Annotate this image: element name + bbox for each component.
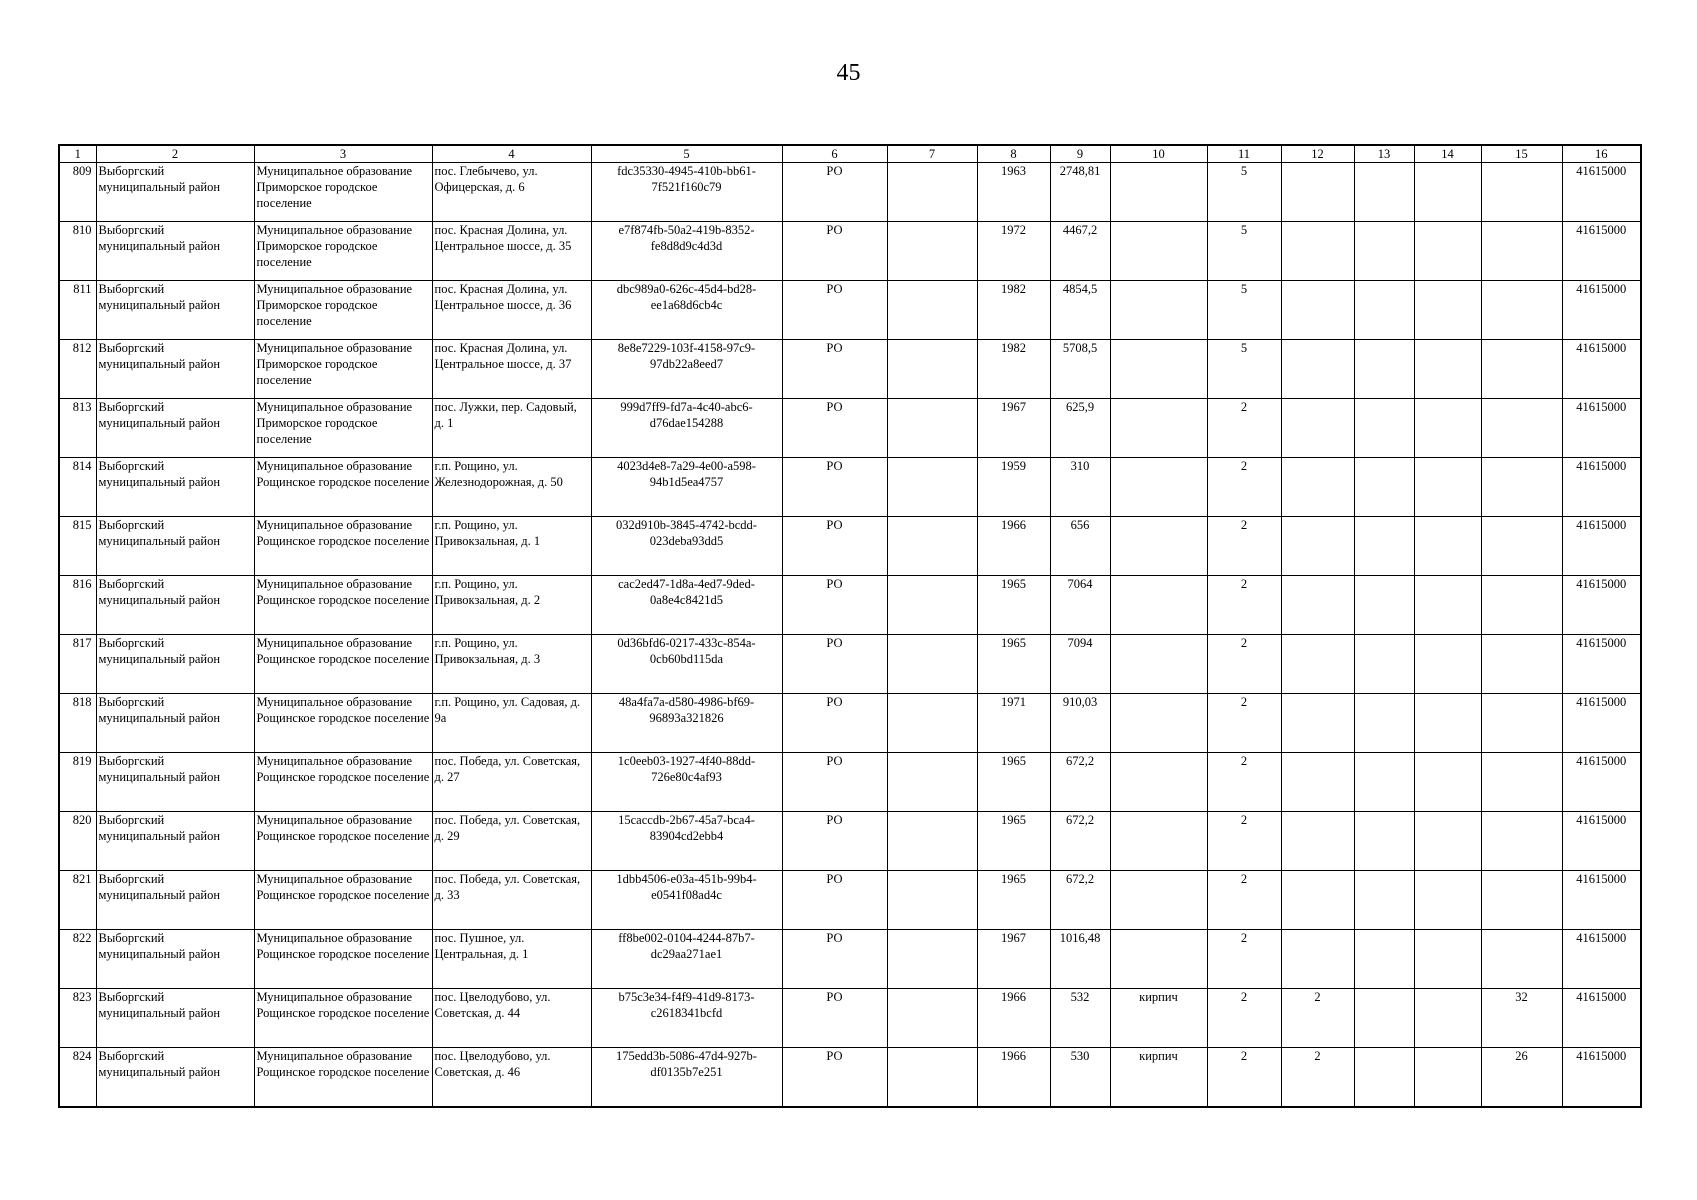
cell-col14 xyxy=(1414,694,1481,753)
cell-floors: 2 xyxy=(1207,812,1281,871)
cell-guid: 8e8e7229-103f-4158-97c9-97db22a8eed7 xyxy=(591,340,782,399)
cell-col14 xyxy=(1414,340,1481,399)
column-header: 9 xyxy=(1050,145,1110,163)
cell-col15 xyxy=(1481,340,1562,399)
cell-area: 7094 xyxy=(1050,635,1110,694)
cell-col15 xyxy=(1481,635,1562,694)
cell-col7 xyxy=(887,812,977,871)
cell-col12 xyxy=(1281,576,1354,635)
cell-material xyxy=(1110,517,1207,576)
cell-col6: РО xyxy=(782,222,887,281)
cell-oktmo: 41615000 xyxy=(1562,163,1641,222)
cell-col13 xyxy=(1354,222,1414,281)
cell-col13 xyxy=(1354,753,1414,812)
cell-col15 xyxy=(1481,281,1562,340)
cell-col7 xyxy=(887,517,977,576)
cell-address: г.п. Рощино, ул. Привокзальная, д. 3 xyxy=(432,635,591,694)
column-header: 6 xyxy=(782,145,887,163)
cell-guid: ff8be002-0104-4244-87b7-dc29aa271ae1 xyxy=(591,930,782,989)
cell-col15 xyxy=(1481,930,1562,989)
cell-year: 1963 xyxy=(977,163,1050,222)
cell-col12 xyxy=(1281,163,1354,222)
table-row xyxy=(59,576,1641,635)
cell-col7 xyxy=(887,281,977,340)
table-row xyxy=(59,340,1641,399)
cell-district: Выборгский муниципальный район xyxy=(96,635,254,694)
cell-district: Выборгский муниципальный район xyxy=(96,930,254,989)
cell-col7 xyxy=(887,163,977,222)
cell-address: г.п. Рощино, ул. Железнодорожная, д. 50 xyxy=(432,458,591,517)
cell-row-number: 820 xyxy=(59,812,96,871)
cell-col6: РО xyxy=(782,517,887,576)
table-row xyxy=(59,635,1641,694)
cell-guid: 4023d4e8-7a29-4e00-a598-94b1d5ea4757 xyxy=(591,458,782,517)
cell-district: Выборгский муниципальный район xyxy=(96,163,254,222)
cell-floors: 2 xyxy=(1207,517,1281,576)
cell-material xyxy=(1110,222,1207,281)
column-header: 14 xyxy=(1414,145,1481,163)
cell-district: Выборгский муниципальный район xyxy=(96,517,254,576)
cell-col6: РО xyxy=(782,281,887,340)
cell-col15 xyxy=(1481,399,1562,458)
cell-area: 532 xyxy=(1050,989,1110,1048)
register-table xyxy=(58,144,1642,1108)
cell-year: 1965 xyxy=(977,753,1050,812)
cell-oktmo: 41615000 xyxy=(1562,871,1641,930)
cell-material xyxy=(1110,753,1207,812)
table-row xyxy=(59,458,1641,517)
cell-material: кирпич xyxy=(1110,1048,1207,1108)
cell-floors: 2 xyxy=(1207,576,1281,635)
cell-district: Выборгский муниципальный район xyxy=(96,694,254,753)
cell-col12 xyxy=(1281,340,1354,399)
cell-municipality: Муниципальное образование Рощинское городское поселение xyxy=(254,635,432,694)
table-row xyxy=(59,1048,1641,1108)
cell-oktmo: 41615000 xyxy=(1562,694,1641,753)
cell-district: Выборгский муниципальный район xyxy=(96,1048,254,1108)
cell-area: 910,03 xyxy=(1050,694,1110,753)
cell-floors: 2 xyxy=(1207,694,1281,753)
cell-col6: РО xyxy=(782,1048,887,1108)
cell-address: пос. Победа, ул. Советская, д. 29 xyxy=(432,812,591,871)
cell-col7 xyxy=(887,694,977,753)
cell-col14 xyxy=(1414,517,1481,576)
table-row xyxy=(59,812,1641,871)
table-row xyxy=(59,871,1641,930)
cell-material: кирпич xyxy=(1110,989,1207,1048)
cell-material xyxy=(1110,576,1207,635)
cell-col14 xyxy=(1414,281,1481,340)
column-header: 16 xyxy=(1562,145,1641,163)
table-row xyxy=(59,281,1641,340)
cell-col6: РО xyxy=(782,163,887,222)
cell-district: Выборгский муниципальный район xyxy=(96,753,254,812)
cell-col14 xyxy=(1414,222,1481,281)
cell-guid: e7f874fb-50a2-419b-8352-fe8d8d9c4d3d xyxy=(591,222,782,281)
column-header: 13 xyxy=(1354,145,1414,163)
column-header: 3 xyxy=(254,145,432,163)
cell-col6: РО xyxy=(782,340,887,399)
cell-col12 xyxy=(1281,222,1354,281)
cell-col12: 2 xyxy=(1281,989,1354,1048)
cell-row-number: 822 xyxy=(59,930,96,989)
cell-col12 xyxy=(1281,694,1354,753)
cell-col14 xyxy=(1414,871,1481,930)
cell-oktmo: 41615000 xyxy=(1562,340,1641,399)
cell-year: 1959 xyxy=(977,458,1050,517)
cell-material xyxy=(1110,281,1207,340)
page-number: 45 xyxy=(836,60,861,86)
cell-floors: 5 xyxy=(1207,340,1281,399)
cell-floors: 2 xyxy=(1207,399,1281,458)
cell-col14 xyxy=(1414,989,1481,1048)
cell-col13 xyxy=(1354,281,1414,340)
cell-district: Выборгский муниципальный район xyxy=(96,458,254,517)
cell-year: 1965 xyxy=(977,635,1050,694)
cell-col13 xyxy=(1354,812,1414,871)
cell-material xyxy=(1110,163,1207,222)
cell-col12 xyxy=(1281,399,1354,458)
cell-row-number: 813 xyxy=(59,399,96,458)
cell-row-number: 811 xyxy=(59,281,96,340)
cell-floors: 5 xyxy=(1207,163,1281,222)
cell-area: 5708,5 xyxy=(1050,340,1110,399)
cell-municipality: Муниципальное образование Рощинское городское поселение xyxy=(254,871,432,930)
cell-municipality: Муниципальное образование Рощинское городское поселение xyxy=(254,989,432,1048)
cell-col13 xyxy=(1354,517,1414,576)
cell-col6: РО xyxy=(782,753,887,812)
cell-col6: РО xyxy=(782,989,887,1048)
cell-address: пос. Красная Долина, ул. Центральное шоссе, д. 36 xyxy=(432,281,591,340)
cell-col15 xyxy=(1481,871,1562,930)
table-row xyxy=(59,753,1641,812)
cell-col15 xyxy=(1481,753,1562,812)
cell-col6: РО xyxy=(782,694,887,753)
cell-year: 1967 xyxy=(977,930,1050,989)
cell-col15 xyxy=(1481,576,1562,635)
cell-area: 2748,81 xyxy=(1050,163,1110,222)
cell-year: 1965 xyxy=(977,812,1050,871)
cell-row-number: 814 xyxy=(59,458,96,517)
cell-row-number: 812 xyxy=(59,340,96,399)
cell-col13 xyxy=(1354,399,1414,458)
cell-col15 xyxy=(1481,222,1562,281)
cell-guid: 175edd3b-5086-47d4-927b-df0135b7e251 xyxy=(591,1048,782,1108)
cell-year: 1971 xyxy=(977,694,1050,753)
cell-floors: 2 xyxy=(1207,989,1281,1048)
cell-col7 xyxy=(887,399,977,458)
cell-district: Выборгский муниципальный район xyxy=(96,989,254,1048)
cell-col7 xyxy=(887,340,977,399)
cell-col12 xyxy=(1281,930,1354,989)
cell-col7 xyxy=(887,753,977,812)
cell-col14 xyxy=(1414,1048,1481,1108)
cell-year: 1965 xyxy=(977,871,1050,930)
cell-floors: 2 xyxy=(1207,930,1281,989)
column-header: 11 xyxy=(1207,145,1281,163)
cell-year: 1966 xyxy=(977,989,1050,1048)
cell-municipality: Муниципальное образование Рощинское городское поселение xyxy=(254,576,432,635)
cell-area: 4467,2 xyxy=(1050,222,1110,281)
cell-municipality: Муниципальное образование Приморское городское поселение xyxy=(254,222,432,281)
cell-municipality: Муниципальное образование Приморское городское поселение xyxy=(254,281,432,340)
cell-oktmo: 41615000 xyxy=(1562,635,1641,694)
cell-address: пос. Победа, ул. Советская, д. 33 xyxy=(432,871,591,930)
cell-municipality: Муниципальное образование Рощинское городское поселение xyxy=(254,930,432,989)
cell-guid: b75c3e34-f4f9-41d9-8173-c2618341bcfd xyxy=(591,989,782,1048)
cell-col6: РО xyxy=(782,399,887,458)
cell-municipality: Муниципальное образование Приморское городское поселение xyxy=(254,163,432,222)
cell-address: г.п. Рощино, ул. Привокзальная, д. 1 xyxy=(432,517,591,576)
cell-year: 1967 xyxy=(977,399,1050,458)
cell-col12 xyxy=(1281,753,1354,812)
column-header: 10 xyxy=(1110,145,1207,163)
cell-municipality: Муниципальное образование Приморское городское поселение xyxy=(254,399,432,458)
cell-col6: РО xyxy=(782,871,887,930)
cell-address: пос. Цвелодубово, ул. Советская, д. 44 xyxy=(432,989,591,1048)
cell-col12 xyxy=(1281,517,1354,576)
cell-col7 xyxy=(887,576,977,635)
cell-col13 xyxy=(1354,340,1414,399)
table-row xyxy=(59,399,1641,458)
cell-oktmo: 41615000 xyxy=(1562,281,1641,340)
cell-address: пос. Красная Долина, ул. Центральное шоссе, д. 37 xyxy=(432,340,591,399)
cell-col14 xyxy=(1414,635,1481,694)
cell-year: 1972 xyxy=(977,222,1050,281)
column-header: 15 xyxy=(1481,145,1562,163)
cell-col15 xyxy=(1481,163,1562,222)
cell-floors: 2 xyxy=(1207,458,1281,517)
cell-col6: РО xyxy=(782,930,887,989)
cell-col6: РО xyxy=(782,812,887,871)
cell-col6: РО xyxy=(782,458,887,517)
cell-district: Выборгский муниципальный район xyxy=(96,340,254,399)
cell-district: Выборгский муниципальный район xyxy=(96,812,254,871)
cell-col15 xyxy=(1481,694,1562,753)
cell-material xyxy=(1110,694,1207,753)
cell-material xyxy=(1110,340,1207,399)
column-header: 4 xyxy=(432,145,591,163)
cell-address: пос. Глебычево, ул. Офицерская, д. 6 xyxy=(432,163,591,222)
cell-year: 1982 xyxy=(977,340,1050,399)
cell-col13 xyxy=(1354,1048,1414,1108)
cell-address: г.п. Рощино, ул. Садовая, д. 9а xyxy=(432,694,591,753)
cell-material xyxy=(1110,635,1207,694)
cell-oktmo: 41615000 xyxy=(1562,576,1641,635)
cell-address: пос. Цвелодубово, ул. Советская, д. 46 xyxy=(432,1048,591,1108)
cell-oktmo: 41615000 xyxy=(1562,458,1641,517)
cell-year: 1965 xyxy=(977,576,1050,635)
cell-row-number: 824 xyxy=(59,1048,96,1108)
cell-floors: 5 xyxy=(1207,222,1281,281)
cell-guid: 032d910b-3845-4742-bcdd-023deba93dd5 xyxy=(591,517,782,576)
table-row xyxy=(59,517,1641,576)
cell-guid: 0d36bfd6-0217-433c-854a-0cb60bd115da xyxy=(591,635,782,694)
cell-district: Выборгский муниципальный район xyxy=(96,222,254,281)
table-row xyxy=(59,930,1641,989)
cell-col15: 26 xyxy=(1481,1048,1562,1108)
column-header: 7 xyxy=(887,145,977,163)
cell-floors: 2 xyxy=(1207,1048,1281,1108)
cell-address: пос. Лужки, пер. Садовый, д. 1 xyxy=(432,399,591,458)
cell-year: 1966 xyxy=(977,1048,1050,1108)
cell-municipality: Муниципальное образование Приморское городское поселение xyxy=(254,340,432,399)
cell-col13 xyxy=(1354,694,1414,753)
cell-col13 xyxy=(1354,930,1414,989)
cell-col12 xyxy=(1281,812,1354,871)
cell-col7 xyxy=(887,1048,977,1108)
cell-material xyxy=(1110,458,1207,517)
cell-district: Выборгский муниципальный район xyxy=(96,576,254,635)
cell-area: 672,2 xyxy=(1050,812,1110,871)
cell-row-number: 816 xyxy=(59,576,96,635)
cell-row-number: 810 xyxy=(59,222,96,281)
cell-col15: 32 xyxy=(1481,989,1562,1048)
cell-oktmo: 41615000 xyxy=(1562,989,1641,1048)
column-header: 8 xyxy=(977,145,1050,163)
cell-district: Выборгский муниципальный район xyxy=(96,281,254,340)
cell-row-number: 823 xyxy=(59,989,96,1048)
cell-floors: 2 xyxy=(1207,871,1281,930)
cell-area: 656 xyxy=(1050,517,1110,576)
cell-row-number: 818 xyxy=(59,694,96,753)
cell-guid: 15caccdb-2b67-45a7-bca4-83904cd2ebb4 xyxy=(591,812,782,871)
cell-col7 xyxy=(887,871,977,930)
cell-col6: РО xyxy=(782,635,887,694)
cell-guid: 999d7ff9-fd7a-4c40-abc6-d76dae154288 xyxy=(591,399,782,458)
cell-col14 xyxy=(1414,163,1481,222)
cell-col14 xyxy=(1414,753,1481,812)
cell-oktmo: 41615000 xyxy=(1562,812,1641,871)
cell-guid: 48a4fa7a-d580-4986-bf69-96893a321826 xyxy=(591,694,782,753)
cell-row-number: 809 xyxy=(59,163,96,222)
column-header: 2 xyxy=(96,145,254,163)
cell-guid: dbc989a0-626c-45d4-bd28-ee1a68d6cb4c xyxy=(591,281,782,340)
cell-oktmo: 41615000 xyxy=(1562,1048,1641,1108)
cell-district: Выборгский муниципальный район xyxy=(96,871,254,930)
cell-col12: 2 xyxy=(1281,1048,1354,1108)
cell-col13 xyxy=(1354,163,1414,222)
cell-floors: 5 xyxy=(1207,281,1281,340)
column-header: 5 xyxy=(591,145,782,163)
table-row xyxy=(59,989,1641,1048)
cell-row-number: 819 xyxy=(59,753,96,812)
cell-area: 672,2 xyxy=(1050,871,1110,930)
cell-col15 xyxy=(1481,812,1562,871)
cell-col12 xyxy=(1281,281,1354,340)
cell-material xyxy=(1110,399,1207,458)
cell-floors: 2 xyxy=(1207,635,1281,694)
cell-col12 xyxy=(1281,635,1354,694)
cell-municipality: Муниципальное образование Рощинское городское поселение xyxy=(254,812,432,871)
cell-area: 625,9 xyxy=(1050,399,1110,458)
cell-row-number: 815 xyxy=(59,517,96,576)
cell-year: 1982 xyxy=(977,281,1050,340)
cell-oktmo: 41615000 xyxy=(1562,399,1641,458)
cell-year: 1966 xyxy=(977,517,1050,576)
column-header: 1 xyxy=(59,145,96,163)
cell-area: 310 xyxy=(1050,458,1110,517)
cell-col14 xyxy=(1414,458,1481,517)
cell-address: пос. Победа, ул. Советская, д. 27 xyxy=(432,753,591,812)
cell-row-number: 817 xyxy=(59,635,96,694)
cell-address: г.п. Рощино, ул. Привокзальная, д. 2 xyxy=(432,576,591,635)
cell-col6: РО xyxy=(782,576,887,635)
cell-oktmo: 41615000 xyxy=(1562,753,1641,812)
cell-oktmo: 41615000 xyxy=(1562,517,1641,576)
cell-municipality: Муниципальное образование Рощинское городское поселение xyxy=(254,517,432,576)
column-header: 12 xyxy=(1281,145,1354,163)
cell-municipality: Муниципальное образование Рощинское городское поселение xyxy=(254,1048,432,1108)
cell-oktmo: 41615000 xyxy=(1562,222,1641,281)
cell-row-number: 821 xyxy=(59,871,96,930)
cell-address: пос. Пушное, ул. Центральная, д. 1 xyxy=(432,930,591,989)
header-row xyxy=(59,145,1641,163)
cell-col7 xyxy=(887,989,977,1048)
cell-col7 xyxy=(887,222,977,281)
cell-municipality: Муниципальное образование Рощинское городское поселение xyxy=(254,694,432,753)
cell-col7 xyxy=(887,930,977,989)
table-body xyxy=(59,163,1641,1108)
cell-col15 xyxy=(1481,458,1562,517)
cell-floors: 2 xyxy=(1207,753,1281,812)
cell-area: 530 xyxy=(1050,1048,1110,1108)
cell-area: 7064 xyxy=(1050,576,1110,635)
table-row xyxy=(59,163,1641,222)
cell-area: 1016,48 xyxy=(1050,930,1110,989)
cell-col15 xyxy=(1481,517,1562,576)
cell-material xyxy=(1110,930,1207,989)
cell-col13 xyxy=(1354,458,1414,517)
cell-district: Выборгский муниципальный район xyxy=(96,399,254,458)
cell-col12 xyxy=(1281,871,1354,930)
cell-guid: cac2ed47-1d8a-4ed7-9ded-0a8e4c8421d5 xyxy=(591,576,782,635)
cell-col13 xyxy=(1354,635,1414,694)
table-row xyxy=(59,222,1641,281)
cell-area: 4854,5 xyxy=(1050,281,1110,340)
cell-col13 xyxy=(1354,989,1414,1048)
cell-material xyxy=(1110,812,1207,871)
cell-col14 xyxy=(1414,576,1481,635)
cell-col7 xyxy=(887,635,977,694)
cell-col13 xyxy=(1354,576,1414,635)
cell-municipality: Муниципальное образование Рощинское городское поселение xyxy=(254,753,432,812)
cell-col7 xyxy=(887,458,977,517)
cell-guid: 1dbb4506-e03a-451b-99b4-e0541f08ad4c xyxy=(591,871,782,930)
cell-area: 672,2 xyxy=(1050,753,1110,812)
cell-col14 xyxy=(1414,399,1481,458)
cell-municipality: Муниципальное образование Рощинское городское поселение xyxy=(254,458,432,517)
cell-col14 xyxy=(1414,930,1481,989)
cell-address: пос. Красная Долина, ул. Центральное шоссе, д. 35 xyxy=(432,222,591,281)
cell-material xyxy=(1110,871,1207,930)
cell-col13 xyxy=(1354,871,1414,930)
table-row xyxy=(59,694,1641,753)
cell-guid: 1c0eeb03-1927-4f40-88dd-726e80c4af93 xyxy=(591,753,782,812)
cell-guid: fdc35330-4945-410b-bb61-7f521f160c79 xyxy=(591,163,782,222)
cell-col14 xyxy=(1414,812,1481,871)
cell-oktmo: 41615000 xyxy=(1562,930,1641,989)
cell-col12 xyxy=(1281,458,1354,517)
